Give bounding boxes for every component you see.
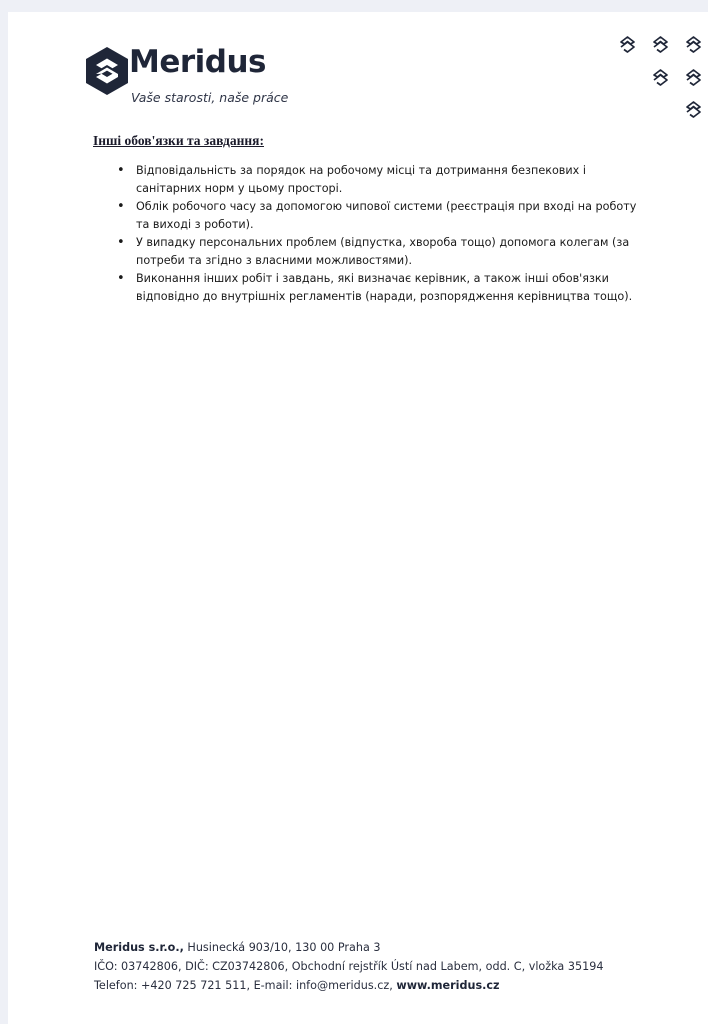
- footer-address: Husinecká 903/10, 130 00 Praha 3: [183, 941, 381, 954]
- footer-line-contact: [94, 976, 603, 995]
- pattern-mark-icon: [685, 35, 702, 54]
- pattern-mark-icon: [685, 68, 702, 87]
- footer-line-address: [94, 938, 603, 957]
- company-name: Meridus: [129, 44, 266, 80]
- list-item: • Виконання інших робіт і завдань, які визначає керівник, а також інші обов'язки відповідно до внутрішніх регламентів (наради, розпорядження керівництва тощо).: [117, 270, 652, 306]
- company-tagline: Vaše starosti, naše práce: [131, 90, 289, 105]
- section-heading: Інші обов'язки та завдання:: [93, 133, 264, 148]
- list-item: • Облік робочого часу за допомогою чипової системи (реєстрація при вході на роботу та виході з роботи).: [117, 198, 652, 234]
- document-page: [8, 12, 708, 1024]
- footer-phone-email: Telefon: +420 725 721 511, E-mail: info@meridus.cz,: [94, 979, 397, 992]
- pattern-mark-icon: [685, 100, 702, 119]
- footer-company: Meridus s.r.o.,: [94, 941, 184, 954]
- meridus-logo-icon: [84, 45, 130, 97]
- pattern-mark-icon: [619, 35, 636, 54]
- footer-dic: CZ03742806, Obchodní rejstřík Ústí nad Labem, odd. C, vložka 35194: [208, 960, 604, 973]
- company-logo: [84, 43, 304, 123]
- duties-list: [117, 162, 652, 306]
- pattern-mark-icon: [652, 68, 669, 87]
- list-item: • У випадку персональних проблем (відпустка, хвороба тощо) допомога колегам (за потреби та згідно з власними можливостями).: [117, 234, 652, 270]
- footer-ico: 03742806,: [117, 960, 186, 973]
- pattern-mark-icon: [652, 35, 669, 54]
- footer-ico-label: IČO:: [94, 960, 118, 973]
- footer-line-registration: [94, 957, 603, 976]
- footer-website-link[interactable]: www.meridus.cz: [396, 979, 500, 992]
- company-footer: [94, 938, 603, 995]
- footer-dic-label: DIČ:: [185, 960, 209, 973]
- list-item: • Відповідальність за порядок на робочому місці та дотримання безпекових і санітарних норм у цьому просторі.: [117, 162, 652, 198]
